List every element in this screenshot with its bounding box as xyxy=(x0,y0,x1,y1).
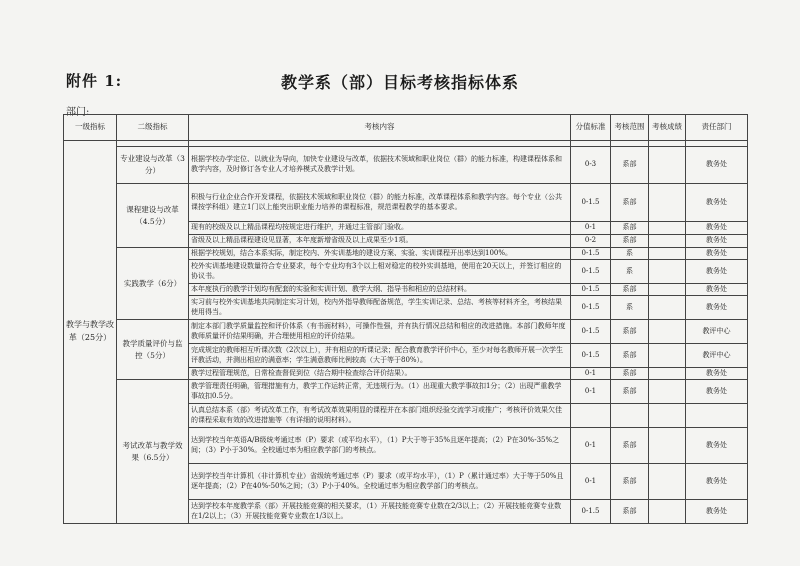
score-cell: 0-2 xyxy=(571,235,611,248)
content-cell: 达到学校当年英语A/B级统考通过率（P）要求（或平均水平），（1）P大于等于35%且逐年提高；（2）P在30%-35%之间；（3）P小于30%。全校通过率为相应教学部门的考核点。 xyxy=(189,428,571,464)
level2-indicator: 实践教学（6分） xyxy=(117,248,189,320)
header-cell: 一级指标 xyxy=(64,115,117,141)
scope-cell: 系部 xyxy=(611,500,649,524)
scope-cell: 系部 xyxy=(611,344,649,368)
grade-cell xyxy=(649,500,686,524)
grade-cell xyxy=(649,260,686,284)
scope-cell: 系部 xyxy=(611,147,649,184)
score-cell: 0-1 xyxy=(571,222,611,235)
scope-cell: 系部 xyxy=(611,368,649,380)
content-cell: 积极与行业企业合作开发课程，依据技术领域和职业岗位（群）的能力标准，改革课程体系和教学内容。每个专业（公共课按学科组）建立1门以上能突出职业能力培养的课程标准，规范课程教学的基本要求。 xyxy=(189,184,571,222)
dept-cell: 教务处 xyxy=(686,296,748,320)
grade-cell xyxy=(649,344,686,368)
level2-indicator: 专业建设与改革（3分） xyxy=(117,147,189,184)
content-cell: 实习前与校外实训基地共同制定实习计划，校内外指导教师配备规范，学生实训记录、总结、考核等材料齐全，考核结果使用得当。 xyxy=(189,296,571,320)
scope-cell: 系 xyxy=(611,260,649,284)
dept-cell: 教评中心 xyxy=(686,320,748,344)
header-cell: 分值标准 xyxy=(571,115,611,141)
grade-cell xyxy=(649,320,686,344)
grade-cell xyxy=(649,222,686,235)
score-cell: 0-1 xyxy=(571,380,611,404)
dept-cell: 教评中心 xyxy=(686,344,748,368)
grade-cell xyxy=(649,464,686,500)
score-cell: 0-1 xyxy=(571,428,611,464)
content-cell: 本年度执行的教学计划均有配套的实验和实训计划、教学大纲、指导书和相应的总结材料。 xyxy=(189,284,571,296)
grade-cell xyxy=(649,248,686,260)
content-cell: 认真总结本系（部）考试改革工作，有考试改革效果明显的课程并在本部门组织经验交流学习或推广；考核评价效果欠佳的课程采取有效的改进措施等（有详细的说明材料）。 xyxy=(189,404,571,428)
scope-cell: 系部 xyxy=(611,464,649,500)
grade-cell xyxy=(649,235,686,248)
dept-cell: 教务处 xyxy=(686,428,748,464)
score-cell: 0-1.5 xyxy=(571,500,611,524)
dept-cell: 教务处 xyxy=(686,260,748,284)
header-row xyxy=(64,115,748,141)
grade-cell xyxy=(649,147,686,184)
score-cell: 0-1.5 xyxy=(571,260,611,284)
content-cell: 根据学校办学定位、以就业为导向，加快专业建设与改革，依据技术领域和职业岗位（群）的能力标准，构建课程体系和教学内容，及时修订各专业人才培养模式及教学计划。 xyxy=(189,147,571,184)
dept-cell: 教务处 xyxy=(686,380,748,404)
dept-cell: 教务处 xyxy=(686,368,748,380)
content-cell: 根据学校规划，结合本系实际，制定校内、外实训基地的建设方案、实验、实训课程开出率达到100%。 xyxy=(189,248,571,260)
dept-cell: 教务处 xyxy=(686,248,748,260)
dept-cell: 教务处 xyxy=(686,235,748,248)
score-cell: 0-1 xyxy=(571,464,611,500)
dept-cell: 教务处 xyxy=(686,464,748,500)
dept-cell: 教务处 xyxy=(686,500,748,524)
score-cell: 0-3 xyxy=(571,147,611,184)
scope-cell xyxy=(611,404,649,428)
dept-cell xyxy=(686,404,748,428)
header-cell: 考核内容 xyxy=(189,115,571,141)
header-cell: 二级指标 xyxy=(117,115,189,141)
table-row xyxy=(64,147,748,184)
grade-cell xyxy=(649,184,686,222)
content-cell: 达到学校本年度教学系（部）开展技能竞赛的相关要求，（1）开展技能竞赛专业数在2/3以上；（2）开展技能竞赛专业数在1/2以上；（3）开展技能竞赛专业数在1/3以上。 xyxy=(189,500,571,524)
content-cell: 制定本部门教学质量监控和评价体系（有书面材料），可操作性强，并有执行情况总结和相应的改进措施。本部门教师年度教师质量评价结果明确，并合理使用相应的评价结果。 xyxy=(189,320,571,344)
score-cell: 0-1 xyxy=(571,368,611,380)
content-cell: 校外实训基地建设数量符合专业要求，每个专业均有3个以上相对稳定的校外实训基地，使用在20天以上，并签订相应的协议书。 xyxy=(189,260,571,284)
content-cell: 完成规定的教师相互听课次数（2次以上），并有相应的听课记录；配合教育教学评价中心，至少对每名教师开展一次学生评教活动，并测出相应的满意率；学生满意教师比例较高（大于等于80%）。 xyxy=(189,344,571,368)
content-cell: 现有的校级及以上精品课程均按规定进行维护，并通过主管部门验收。 xyxy=(189,222,571,235)
header-cell: 考核成绩 xyxy=(649,115,686,141)
scope-cell: 系部 xyxy=(611,380,649,404)
grade-cell xyxy=(649,296,686,320)
annex-label: 附件 1: xyxy=(66,72,123,90)
score-cell: 0-1.5 xyxy=(571,296,611,320)
scope-cell: 系部 xyxy=(611,284,649,296)
score-cell: 0-1.5 xyxy=(571,344,611,368)
content-cell: 达到学校当年计算机（非计算机专业）省级统考通过率（P）要求（或平均水平），（1）P（累计通过率）大于等于50%且逐年提高；（2）P在40%-50%之间；（3）P小于40%。全校通过率为相应教学部门的考核点。 xyxy=(189,464,571,500)
scope-cell: 系部 xyxy=(611,320,649,344)
content-cell: 教学管理责任明确，管理措施有力，教学工作运转正常，无违规行为。（1）出现重大教学事故扣1分；（2）出现严重教学事故扣0.5分。 xyxy=(189,380,571,404)
scope-cell: 系 xyxy=(611,248,649,260)
dept-cell: 教务处 xyxy=(686,184,748,222)
grade-cell xyxy=(649,380,686,404)
table-row xyxy=(64,184,748,222)
scope-cell: 系部 xyxy=(611,428,649,464)
page-title: 教学系（部）目标考核指标体系 xyxy=(280,73,519,92)
assessment-table xyxy=(63,114,748,524)
dept-cell: 教务处 xyxy=(686,222,748,235)
score-cell: 0-1.5 xyxy=(571,320,611,344)
header-cell: 责任部门 xyxy=(686,115,748,141)
grade-cell xyxy=(649,368,686,380)
table-row xyxy=(64,380,748,404)
level1-indicator: 教学与教学改革（25分） xyxy=(64,141,117,524)
dept-cell: 教务处 xyxy=(686,147,748,184)
scope-cell: 系部 xyxy=(611,222,649,235)
table-row xyxy=(64,248,748,260)
score-cell xyxy=(571,404,611,428)
grade-cell xyxy=(649,284,686,296)
table-row xyxy=(64,320,748,344)
scope-cell: 系部 xyxy=(611,184,649,222)
level2-indicator: 教学质量评价与监控（5分） xyxy=(117,320,189,380)
score-cell: 0-1.5 xyxy=(571,248,611,260)
score-cell: 0-1.5 xyxy=(571,184,611,222)
scope-cell: 系 xyxy=(611,296,649,320)
department-label: 部门: xyxy=(66,107,90,118)
content-cell: 教学过程管理规范，日常检查督促到位（结合期中检查综合评价结果）。 xyxy=(189,368,571,380)
scope-cell: 系部 xyxy=(611,235,649,248)
level2-indicator: 课程建设与改革（4.5分） xyxy=(117,184,189,248)
score-cell: 0-1.5 xyxy=(571,284,611,296)
level2-indicator: 考试改革与教学效果（6.5分） xyxy=(117,380,189,524)
dept-cell: 教务处 xyxy=(686,284,748,296)
header-cell: 考核范围 xyxy=(611,115,649,141)
grade-cell xyxy=(649,428,686,464)
content-cell: 省级及以上精品课程建设见显著，本年度新增省级及以上成果至少1项。 xyxy=(189,235,571,248)
grade-cell xyxy=(649,404,686,428)
